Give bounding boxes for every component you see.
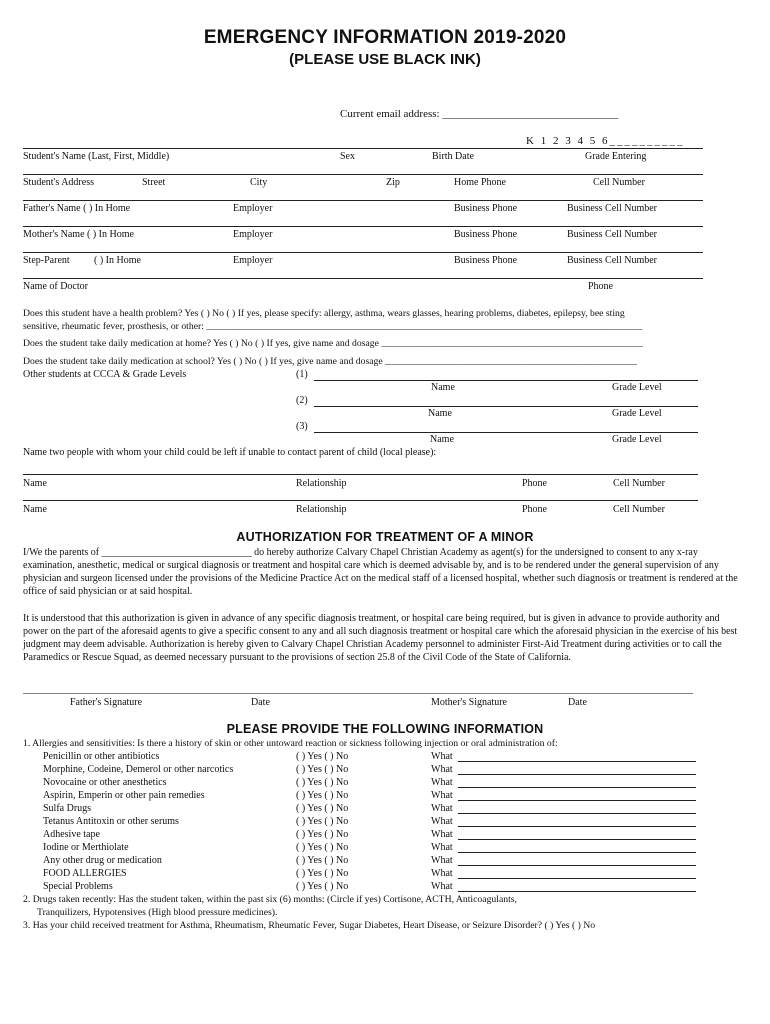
contact-cell-label: Cell Number bbox=[613, 504, 665, 515]
field-line[interactable] bbox=[23, 226, 703, 227]
sibling-line[interactable] bbox=[314, 406, 698, 407]
street-label: Street bbox=[142, 177, 166, 188]
allergy-yes-no-checkbox[interactable]: ( ) Yes ( ) No bbox=[296, 855, 349, 866]
business-phone-label: Business Phone bbox=[454, 203, 518, 214]
allergy-what-field[interactable] bbox=[458, 774, 696, 775]
zip-label: Zip bbox=[386, 177, 400, 188]
contact-name-label: Name bbox=[23, 504, 47, 515]
allergy-what-field[interactable] bbox=[458, 891, 696, 892]
allergy-what-field[interactable] bbox=[458, 813, 696, 814]
field-line[interactable] bbox=[23, 174, 703, 175]
allergy-what-field[interactable] bbox=[458, 787, 696, 788]
page-subtitle: (PLEASE USE BLACK INK) bbox=[289, 51, 481, 68]
field-line[interactable] bbox=[23, 278, 703, 279]
father-name-label: Father's Name ( ) In Home bbox=[23, 203, 131, 214]
contact-line[interactable] bbox=[23, 500, 698, 501]
contact-relationship-label: Relationship bbox=[296, 478, 347, 489]
sibling-line[interactable] bbox=[314, 380, 698, 381]
allergy-what-field[interactable] bbox=[458, 878, 696, 879]
employer-label: Employer bbox=[233, 203, 273, 214]
allergy-item-label: Iodine or Merthiolate bbox=[43, 842, 129, 853]
allergy-yes-no-checkbox[interactable]: ( ) Yes ( ) No bbox=[296, 829, 349, 840]
allergy-what-label: What bbox=[431, 816, 453, 827]
allergy-item-label: Penicillin or other antibiotics bbox=[43, 751, 160, 762]
allergy-yes-no-checkbox[interactable]: ( ) Yes ( ) No bbox=[296, 777, 349, 788]
page-title: EMERGENCY INFORMATION 2019-2020 bbox=[203, 27, 567, 48]
father-date-label: Date bbox=[251, 697, 270, 708]
business-cell-label: Business Cell Number bbox=[567, 255, 657, 266]
sibling-grade-label: Grade Level bbox=[612, 382, 662, 393]
allergy-yes-no-checkbox[interactable]: ( ) Yes ( ) No bbox=[296, 868, 349, 879]
authorization-heading: AUTHORIZATION FOR TREATMENT OF A MINOR bbox=[236, 530, 534, 544]
sibling-grade-label: Grade Level bbox=[612, 408, 662, 419]
allergy-what-field[interactable] bbox=[458, 800, 696, 801]
mother-date-label: Date bbox=[568, 697, 587, 708]
allergy-what-label: What bbox=[431, 764, 453, 775]
allergy-what-field[interactable] bbox=[458, 761, 696, 762]
allergy-item-label: Special Problems bbox=[43, 881, 113, 892]
health-problem-question: Does this student have a health problem? Yes ( ) No ( ) If yes, please specify: allergy, asthma, wears glasses, hearing problems, diabetes, epilepsy, bee sting bbox=[23, 308, 625, 319]
allergy-what-label: What bbox=[431, 829, 453, 840]
email-field[interactable]: Current email address: ________________________________ bbox=[340, 108, 619, 120]
sibling-name-label: Name bbox=[430, 434, 454, 445]
business-cell-label: Business Cell Number bbox=[567, 203, 657, 214]
sibling-name-label: Name bbox=[428, 408, 452, 419]
allergy-yes-no-checkbox[interactable]: ( ) Yes ( ) No bbox=[296, 816, 349, 827]
field-line[interactable] bbox=[23, 252, 703, 253]
contact-phone-label: Phone bbox=[522, 504, 547, 515]
allergy-item-label: Morphine, Codeine, Demerol or other narcotics bbox=[43, 764, 234, 775]
home-phone-label: Home Phone bbox=[454, 177, 506, 188]
field-line[interactable] bbox=[23, 148, 703, 149]
allergy-yes-no-checkbox[interactable]: ( ) Yes ( ) No bbox=[296, 764, 349, 775]
treatment-question[interactable]: 3. Has your child received treatment for Asthma, Rheumatism, Rheumatic Fever, Sugar Diabetes, Heart Disease, or Seizure Disorder? ( ) Yes ( ) No bbox=[23, 920, 596, 931]
allergy-yes-no-checkbox[interactable]: ( ) Yes ( ) No bbox=[296, 803, 349, 814]
sibling-number: (3) bbox=[296, 421, 308, 432]
mother-name-label: Mother's Name ( ) In Home bbox=[23, 229, 134, 240]
allergy-yes-no-checkbox[interactable]: ( ) Yes ( ) No bbox=[296, 842, 349, 853]
allergy-item-label: Sulfa Drugs bbox=[43, 803, 92, 814]
doctor-name-label: Name of Doctor bbox=[23, 281, 88, 292]
sibling-number: (2) bbox=[296, 395, 308, 406]
business-cell-label: Business Cell Number bbox=[567, 229, 657, 240]
cell-number-label: Cell Number bbox=[593, 177, 645, 188]
employer-label: Employer bbox=[233, 255, 273, 266]
allergy-what-field[interactable] bbox=[458, 839, 696, 840]
home-medication-question[interactable]: Does the student take daily medication at home? Yes ( ) No ( ) If yes, give name and dosage ______________________________________________________ bbox=[23, 338, 643, 349]
allergy-yes-no-checkbox[interactable]: ( ) Yes ( ) No bbox=[296, 751, 349, 762]
contact-relationship-label: Relationship bbox=[296, 504, 347, 515]
business-phone-label: Business Phone bbox=[454, 255, 518, 266]
grade-options[interactable]: K 1 2 3 4 5 6__________ bbox=[526, 135, 685, 147]
allergy-yes-no-checkbox[interactable]: ( ) Yes ( ) No bbox=[296, 881, 349, 892]
allergy-yes-no-checkbox[interactable]: ( ) Yes ( ) No bbox=[296, 790, 349, 801]
allergy-item-label: Novocaine or other anesthetics bbox=[43, 777, 167, 788]
step-parent-label: Step-Parent bbox=[23, 255, 70, 266]
contact-name-label: Name bbox=[23, 478, 47, 489]
contact-phone-label: Phone bbox=[522, 478, 547, 489]
drugs-question-line-2: Tranquilizers, Hypotensives (High blood pressure medicines). bbox=[37, 907, 278, 918]
allergy-what-label: What bbox=[431, 868, 453, 879]
authorization-paragraph-1: I/We the parents of ______________________________ do hereby authorize Calvary Chapel Christian Academy as agent(s) for the undersigned to consent to any x-ray examination, anesthetic, medical or surgical diagnosis or treatment and hospital care which is deemed advisable by, and is to be rendered under the general supervision of any physician and surgeon licensed under the provisions of the Medicine Practice Act on the medical staff of a licensed hospital, whether such diagnosis or treatment is rendered at the office of said physician or at said hospital. bbox=[23, 547, 738, 597]
allergy-what-label: What bbox=[431, 842, 453, 853]
allergy-item-label: Tetanus Antitoxin or other serums bbox=[43, 816, 179, 827]
sex-label: Sex bbox=[340, 151, 355, 162]
allergy-item-label: Adhesive tape bbox=[43, 829, 100, 840]
sibling-name-label: Name bbox=[431, 382, 455, 393]
sibling-number: (1) bbox=[296, 369, 308, 380]
contacts-intro: Name two people with whom your child could be left if unable to contact parent of child (local please): bbox=[23, 447, 437, 458]
allergy-what-label: What bbox=[431, 751, 453, 762]
information-heading: PLEASE PROVIDE THE FOLLOWING INFORMATION bbox=[226, 722, 544, 736]
allergy-item-label: Any other drug or medication bbox=[43, 855, 162, 866]
allergy-what-label: What bbox=[431, 803, 453, 814]
birth-date-label: Birth Date bbox=[432, 151, 474, 162]
mother-signature-label: Mother's Signature bbox=[431, 697, 507, 708]
sibling-line[interactable] bbox=[314, 432, 698, 433]
doctor-phone-label: Phone bbox=[588, 281, 613, 292]
contact-cell-label: Cell Number bbox=[613, 478, 665, 489]
business-phone-label: Business Phone bbox=[454, 229, 518, 240]
allergy-what-field[interactable] bbox=[458, 826, 696, 827]
contact-line[interactable] bbox=[23, 474, 698, 475]
school-medication-question[interactable]: Does the student take daily medication at school? Yes ( ) No ( ) If yes, give name and dosage ____________________________________________________ bbox=[23, 356, 637, 367]
student-address-label: Student's Address bbox=[23, 177, 94, 188]
allergy-what-field[interactable] bbox=[458, 852, 696, 853]
allergy-item-label: FOOD ALLERGIES bbox=[43, 868, 127, 879]
allergies-question: 1. Allergies and sensitivities: Is there a history of skin or other untoward reaction or sickness following injection or oral administration of: bbox=[23, 738, 558, 749]
other-students-label: Other students at CCCA & Grade Levels bbox=[23, 369, 187, 380]
employer-label: Employer bbox=[233, 229, 273, 240]
allergy-what-field[interactable] bbox=[458, 865, 696, 866]
signature-line[interactable]: ______________________________________________________________________________________________________________________________________ bbox=[23, 684, 693, 695]
allergy-what-label: What bbox=[431, 777, 453, 788]
sibling-grade-label: Grade Level bbox=[612, 434, 662, 445]
father-signature-label: Father's Signature bbox=[70, 697, 143, 708]
allergy-what-label: What bbox=[431, 855, 453, 866]
city-label: City bbox=[250, 177, 268, 188]
student-name-label: Student's Name (Last, First, Middle) bbox=[23, 151, 170, 162]
allergy-what-label: What bbox=[431, 790, 453, 801]
drugs-question-line-1: 2. Drugs taken recently: Has the student taken, within the past six (6) months: (Circle if yes) Cortisone, ACTH, Anticoagulants, bbox=[23, 894, 517, 905]
grade-entering-label: Grade Entering bbox=[585, 151, 647, 162]
in-home-checkbox[interactable]: ( ) In Home bbox=[94, 255, 141, 266]
allergy-item-label: Aspirin, Emperin or other pain remedies bbox=[43, 790, 205, 801]
authorization-paragraph-2: It is understood that this authorization is given in advance of any specific diagnosis treatment, or hospital care being required, but is given in advance to provide authority and power on the part of the aforesaid agents to give a specific consent to any and all such diagnosis treatment or hospital care which the aforesaid physician in the exercise of his best judgment may deem advisable. Authorization is hereby given to Calvary Chapel Christian Academy personnel to administer First-Aid Treatment during activities or to call the Paramedics or Rescue Squad, as deemed necessary pursuant to the provisions of section 25.8 of the Civil Code of the State of California. bbox=[23, 613, 738, 663]
field-line[interactable] bbox=[23, 200, 703, 201]
allergy-what-label: What bbox=[431, 881, 453, 892]
health-problem-other[interactable]: sensitive, rheumatic fever, prosthesis, or other: __________________________________________________________________________________________ bbox=[23, 321, 643, 332]
